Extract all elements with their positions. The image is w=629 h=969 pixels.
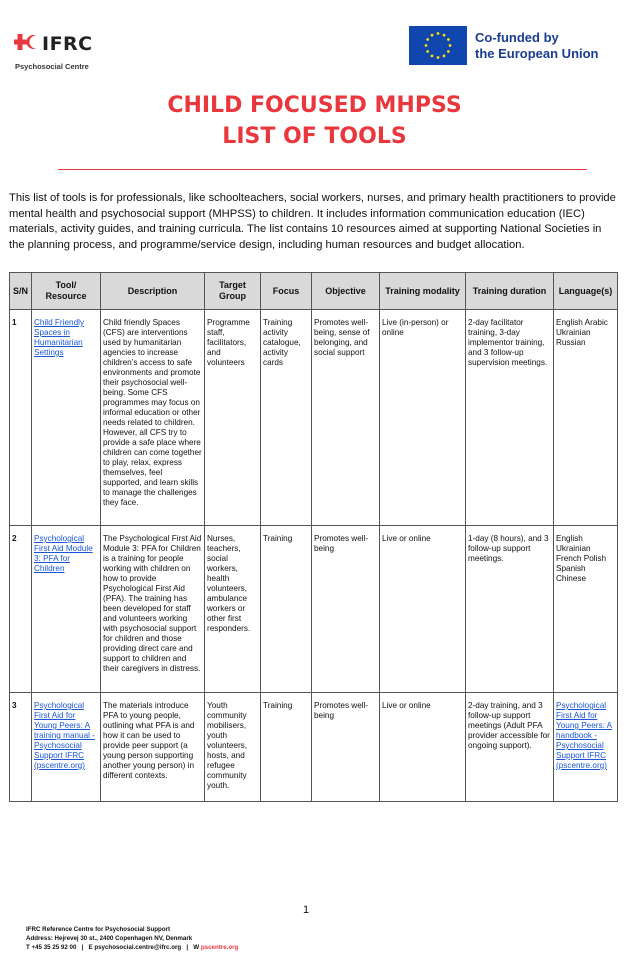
eu-star-icon [437, 32, 440, 35]
cell-target-group: Nurses, teachers, social workers, health volunteers, ambulance workers or other first responders. [205, 526, 261, 693]
header-tool: Tool/ Resource [32, 273, 101, 310]
cell-tool [32, 310, 101, 526]
page-title [0, 90, 629, 152]
title-line-2: LIST OF TOOLS [222, 124, 407, 149]
cell-focus: Training [261, 693, 312, 802]
tools-table [9, 272, 618, 802]
eu-star-icon [431, 54, 434, 57]
footer-contact [26, 943, 238, 952]
title-divider [58, 169, 587, 170]
cell-training-duration: 2-day facilitator training, 3-day implementor training, and 3 follow-up supervision meetings. [466, 310, 554, 526]
cell-sn: 3 [10, 693, 32, 802]
footer-website[interactable]: pscentre.org [200, 944, 239, 951]
cell-objective: Promotes well-being [312, 526, 380, 693]
page-number: 1 [302, 904, 310, 916]
org-subtitle: Psychosocial Centre [15, 62, 89, 71]
header-sn: S/N [10, 273, 32, 310]
org-name: IFRC [42, 33, 93, 55]
eu-star-icon [426, 50, 429, 53]
eu-funding-logo [409, 26, 599, 65]
cell-objective: Promotes well-being, sense of belonging, and social support [312, 310, 380, 526]
cell-training-duration: 1-day (8 hours), and 3 follow-up support meetings. [466, 526, 554, 693]
footer-address: Address: Hejrevej 30 st., 2400 Copenhagen NV, Denmark [26, 935, 193, 942]
table-row [10, 526, 618, 693]
eu-star-icon [443, 54, 446, 57]
eu-star-icon [426, 38, 429, 41]
tool-link[interactable]: Psychological First Aid for Young Peers: A training manual - Psychosocial Support IFRC (pscentre.org) [34, 701, 95, 770]
footer-email[interactable]: E psychosocial.centre@ifrc.org [88, 944, 182, 951]
tool-link[interactable]: Child Friendly Spaces in Humanitarian Settings [34, 318, 85, 357]
cell-description: The materials introduce PFA to young people, outlining what PFA is and how it can be used to provide peer support (a young person supporting another young person) in different contexts. [101, 693, 205, 802]
footer-separator: | [186, 944, 189, 951]
cell-languages [554, 693, 618, 802]
eu-star-icon [449, 44, 452, 47]
eu-flag-icon [409, 26, 467, 65]
language-link[interactable]: Psychological First Aid for Young Peers: A handbook - Psychosocial Support IFRC (pscentre.org) [556, 701, 613, 770]
eu-star-icon [431, 34, 434, 37]
header-focus: Focus [261, 273, 312, 310]
cell-tool [32, 526, 101, 693]
red-cross-crescent-icon [14, 34, 40, 54]
cell-description: The Psychological First Aid Module 3: PFA for Children is a training for people working with children on how to provide Psychological First Aid (PFA). The training has been developed for staff and volunteers working with psychosocial support for children and those providing direct care and support to children and their caregivers in distress. [101, 526, 205, 693]
footer-phone: T +45 35 25 92 00 [26, 944, 77, 951]
cell-training-duration: 2-day training, and 3 follow-up support meetings (Adult PFA provider accessible for ongoing support). [466, 693, 554, 802]
header-objective: Objective [312, 273, 380, 310]
cell-focus: Training [261, 526, 312, 693]
eu-line-2: the European Union [475, 45, 599, 61]
cell-sn: 2 [10, 526, 32, 693]
header-target-group: Target Group [205, 273, 261, 310]
cell-target-group: Programme staff, facilitators, and volunteers [205, 310, 261, 526]
footer [26, 925, 238, 952]
cell-training-modality: Live or online [380, 693, 466, 802]
eu-star-icon [447, 38, 450, 41]
table-row [10, 310, 618, 526]
cell-training-modality: Live (in-person) or online [380, 310, 466, 526]
header-languages: Language(s) [554, 273, 618, 310]
tool-link[interactable]: Psychological First Aid Module 3: PFA for Children [34, 534, 93, 573]
header-training-modality: Training modality [380, 273, 466, 310]
table-header-row [10, 273, 618, 310]
header-training-duration: Training duration [466, 273, 554, 310]
cell-description: Child friendly Spaces (CFS) are interventions used by humanitarian agencies to increase children’s access to safe environments and promote their psychosocial well-being. Some CFS programmes may focus on informal education or other needs related to children. However, all CFS try to provide a safe place where children can come together to play, relax, express themselves, feel supported, and learn skills to manage the challenges they face. [101, 310, 205, 526]
eu-star-icon [447, 50, 450, 53]
title-line-1: CHILD FOCUSED MHPSS [167, 93, 462, 118]
footer-separator: | [81, 944, 84, 951]
eu-line-1: Co-funded by [475, 29, 559, 45]
cell-sn: 1 [10, 310, 32, 526]
header-description: Description [101, 273, 205, 310]
intro-paragraph: This list of tools is for professionals, like schoolteachers, social workers, nurses, and primary health practitioners to provide mental health and psychosocial support (MHPSS) to children. It includes information communication education (IEC) materials, activity guides, and training curricula. The list contains 10 resources aimed at supporting National Societies in the planning process, and programme/service design, including human resources and budget allocation. [9, 192, 616, 251]
cell-objective: Promotes well-being [312, 693, 380, 802]
cell-target-group: Youth community mobilisers, youth volunteers, hosts, and refugee community youth. [205, 693, 261, 802]
eu-star-icon [443, 34, 446, 37]
table-row [10, 693, 618, 802]
cell-training-modality: Live or online [380, 526, 466, 693]
footer-title: IFRC Reference Centre for Psychosocial Support [26, 926, 171, 933]
cell-tool [32, 693, 101, 802]
cell-focus: Training activity catalogue, activity cards [261, 310, 312, 526]
ifrc-logo [14, 33, 93, 71]
cell-languages: English Arabic Ukrainian Russian [554, 310, 618, 526]
footer-web-label: W [193, 944, 200, 951]
eu-star-icon [425, 44, 428, 47]
cell-languages: English Ukrainian French Polish Spanish Chinese [554, 526, 618, 693]
eu-star-icon [437, 56, 440, 59]
